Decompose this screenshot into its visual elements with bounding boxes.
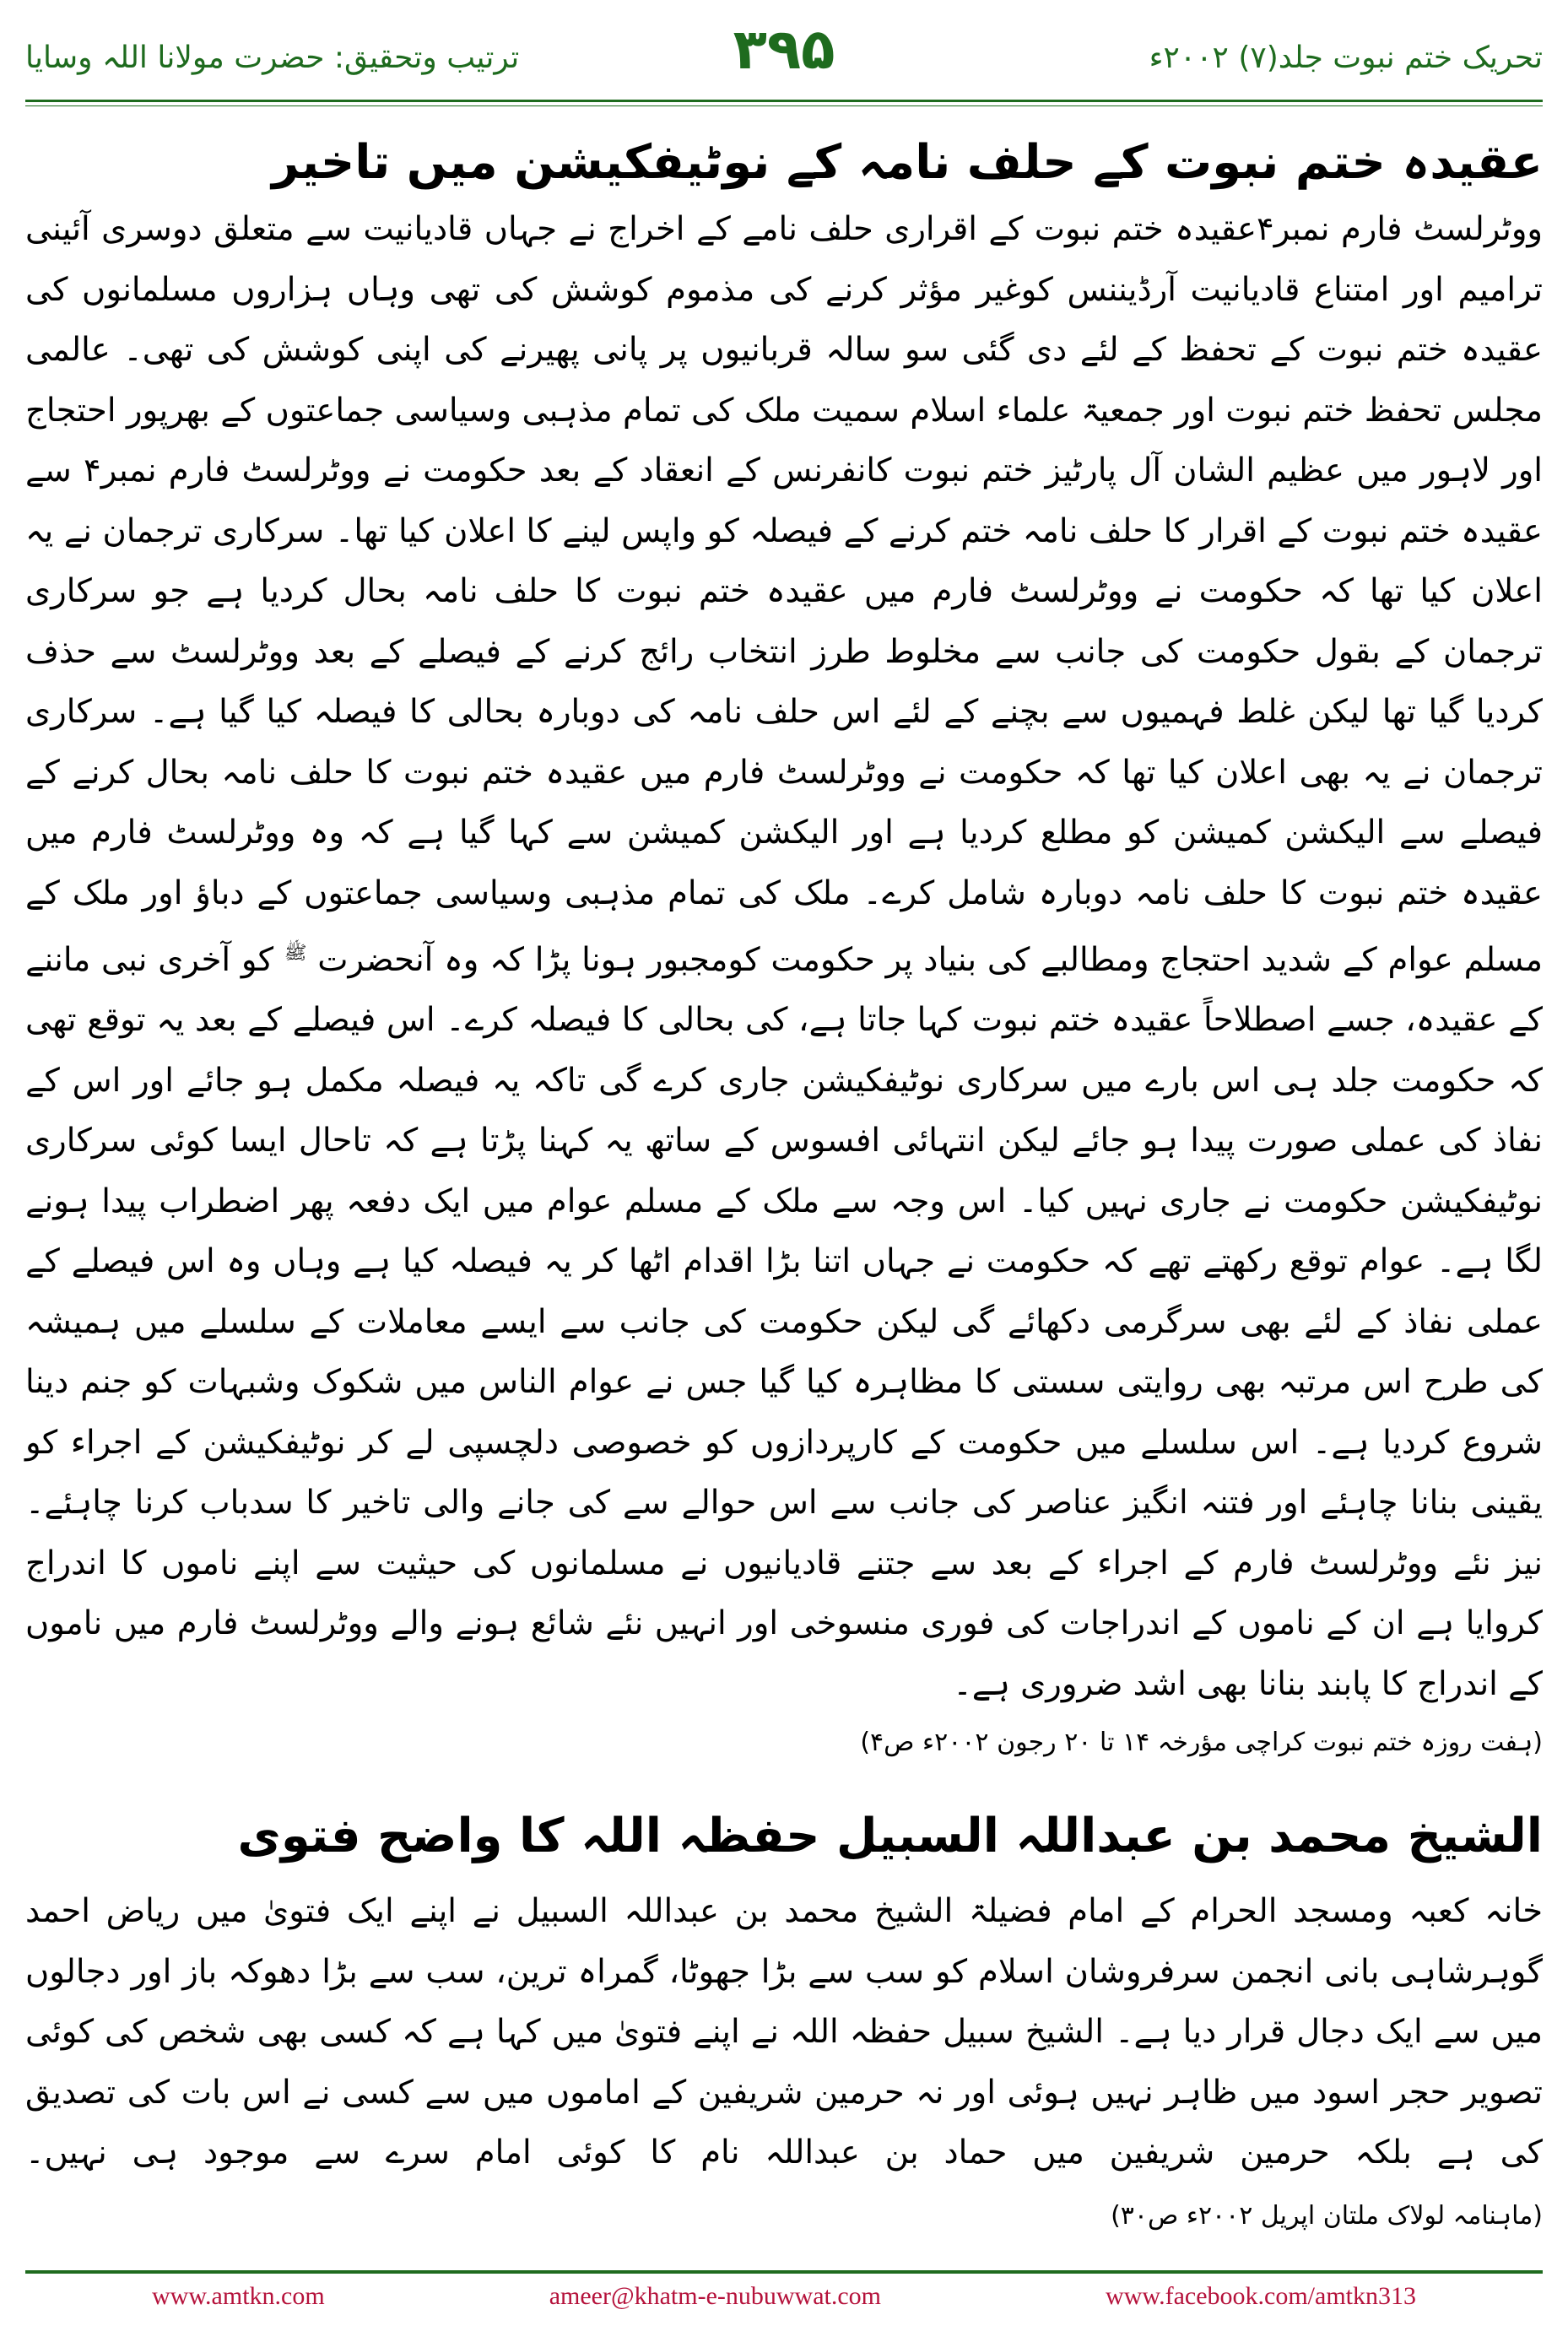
section-2-reference: (ماہنامہ لولاک ملتان اپریل ۲۰۰۲ء ص۳۰) [1111,2200,1543,2231]
page-content [25,127,1543,2246]
page-footer [25,2270,1543,2321]
section-1-reference: (ہفت روزہ ختم نبوت کراچی مؤرخہ ۱۴ تا ۲۰ رجون ۲۰۰۲ء ص۴) [860,1728,1543,1758]
section-2-body [25,1881,1543,2246]
page-number: ۳۹۵ [733,17,835,82]
section-1-heading: عقیدہ ختم نبوت کے حلف نامہ کے نوٹیفکیشن میں تاخیر [272,135,1543,190]
page-header [25,15,1543,108]
footer-facebook-link[interactable]: www.facebook.com/amtkn313 [1106,2282,1416,2310]
footer-links [25,2282,1543,2311]
compiler-credit: ترتیب وتحقیق: حضرت مولانا اللہ وسایا [25,41,520,75]
section-2-heading: الشیخ محمد بن عبداللہ السبیل حفظہ اللہ کا واضح فتوی [237,1809,1543,1864]
footer-website-link[interactable]: www.amtkn.com [152,2282,325,2310]
section-1-body-part-2: کو آخری نبی ماننے کے عقیدہ، جسے اصطلاحاً عقیدہ ختم نبوت کہا جاتا ہے، کی بحالی کا فیصلہ کرے۔ اس فیصلے کے بعد یہ توقع تھی کہ حکومت جلد ہی اس بارے میں سرکاری نوٹیفکیشن جاری کرے گی تاکہ یہ فیصلہ مکمل ہو جائے اور اس کے نفاذ کی عملی صورت پیدا ہو جائے لیکن انتہائی افسوس کے ساتھ یہ کہنا پڑتا ہے کہ تاحال ایسا کوئی سرکاری نوٹیفکیشن حکومت نے جاری نہیں کیا۔ اس وجہ سے ملک کے مسلم عوام میں ایک دفعہ پھر اضطراب پیدا ہونے لگا ہے۔ عوام توقع رکھتے تھے کہ حکومت نے جہاں اتنا بڑا اقدام اٹھا کر یہ فیصلہ کیا ہے وہاں وہ اس فیصلے کے عملی نفاذ کے لئے بھی سرگرمی دکھائے گی لیکن حکومت کی جانب سے ایسے معاملات کے سلسلے میں ہمیشہ کی طرح اس مرتبہ بھی روایتی سستی کا مظاہرہ کیا گیا جس نے عوام الناس میں شکوک وشبہات کو جنم دینا شروع کردیا ہے۔ اس سلسلے میں حکومت کے کارپردازوں کو خصوصی دلچسپی لے کر نوٹیفکیشن کے اجراء کو یقینی بنانا چاہئے اور فتنہ انگیز عناصر کی جانب سے اس حوالے سے کی جانے والی تاخیر کا سدباب کرنا چاہئے۔ نیز نئے ووٹرلسٹ فارم کے اجراء کے بعد سے جتنے قادیانیوں نے مسلمانوں کی حیثیت سے اپنے ناموں کا اندراج کروایا ہے ان کے ناموں کے اندراجات کی فوری منسوخی اور انہیں نئے شائع ہونے والے ووٹرلسٹ فارم میں ناموں کے اندراج کا پابند بنانا بھی اشد ضروری ہے۔ [25,940,1543,1703]
section-2-body-text: خانہ کعبہ ومسجد الحرام کے امام فضیلۃ الشیخ محمد بن عبداللہ السبیل نے اپنے ایک فتویٰ میں ریاض احمد گوہرشاہی بانی انجمن سرفروشان اسلام کو سب سے بڑا جھوٹا، گمراہ ترین، سب سے بڑا دھوکہ باز اور دجالوں میں سے ایک دجال قرار دیا ہے۔ الشیخ سبیل حفظہ اللہ نے اپنے فتویٰ میں کہا ہے کہ کسی بھی شخص کی کوئی تصویر حجر اسود میں ظاہر نہیں ہوئی اور نہ حرمین شریفین کے اماموں میں سے کسی نے اس بات کی تصدیق کی ہے بلکہ حرمین شریفین میں حماد بن عبداللہ نام کا کوئی امام سرے سے موجود ہی نہیں۔ [25,1892,1543,2172]
honorific-mark: ﷺ [284,943,307,964]
book-title: تحریک ختم نبوت جلد(۷) ۲۰۰۲ء [1149,41,1543,75]
section-1-body [25,199,1543,1714]
header-divider [25,100,1543,105]
footer-email-link[interactable]: ameer@khatm-e-nubuwwat.com [549,2282,882,2310]
section-1-body-part-1: ووٹرلسٹ فارم نمبر۴عقیدہ ختم نبوت کے اقراری حلف نامے کے اخراج نے جہاں قادیانیت سے متعلق دوسری آئینی ترامیم اور امتناع قادیانیت آرڈیننس کوغیر مؤثر کرنے کی مذموم کوشش کی تھی وہاں ہزاروں مسلمانوں کی عقیدہ ختم نبوت کے تحفظ کے لئے دی گئی سو سالہ قربانیوں پر پانی پھیرنے کی اپنی کوشش کی تھی۔ عالمی مجلس تحفظ ختم نبوت اور جمعیۃ علماء اسلام سمیت ملک کی تمام مذہبی وسیاسی جماعتوں کے بھرپور احتجاج اور لاہور میں عظیم الشان آل پارٹیز ختم نبوت کانفرنس کے انعقاد کے بعد حکومت نے ووٹرلسٹ فارم نمبر۴ سے عقیدہ ختم نبوت کے اقرار کا حلف نامہ ختم کرنے کے فیصلہ کو واپس لینے کا اعلان کیا تھا۔ سرکاری ترجمان نے یہ اعلان کیا تھا کہ حکومت نے ووٹرلسٹ فارم میں عقیدہ ختم نبوت کا حلف نامہ بحال کردیا ہے جو سرکاری ترجمان کے بقول حکومت کی جانب سے مخلوط طرز انتخاب رائج کرنے کے فیصلے کے بعد ووٹرلسٹ سے حذف کردیا گیا تھا لیکن غلط فہمیوں سے بچنے کے لئے اس حلف نامہ کی دوبارہ بحالی کا فیصلہ کیا گیا ہے۔ سرکاری ترجمان نے یہ بھی اعلان کیا تھا کہ حکومت نے ووٹرلسٹ فارم میں عقیدہ ختم نبوت کا حلف نامہ بحال کرنے کے فیصلے سے الیکشن کمیشن کو مطلع کردیا ہے اور الیکشن کمیشن سے کہا گیا ہے کہ وہ ووٹرلسٹ فارم میں عقیدہ ختم نبوت کا حلف نامہ دوبارہ شامل کرے۔ ملک کی تمام مذہبی وسیاسی جماعتوں کے دباؤ اور ملک کے مسلم عوام کے شدید احتجاج ومطالبے کی بنیاد پر حکومت کومجبور ہونا پڑا کہ وہ آنحضرت [25,210,1544,979]
